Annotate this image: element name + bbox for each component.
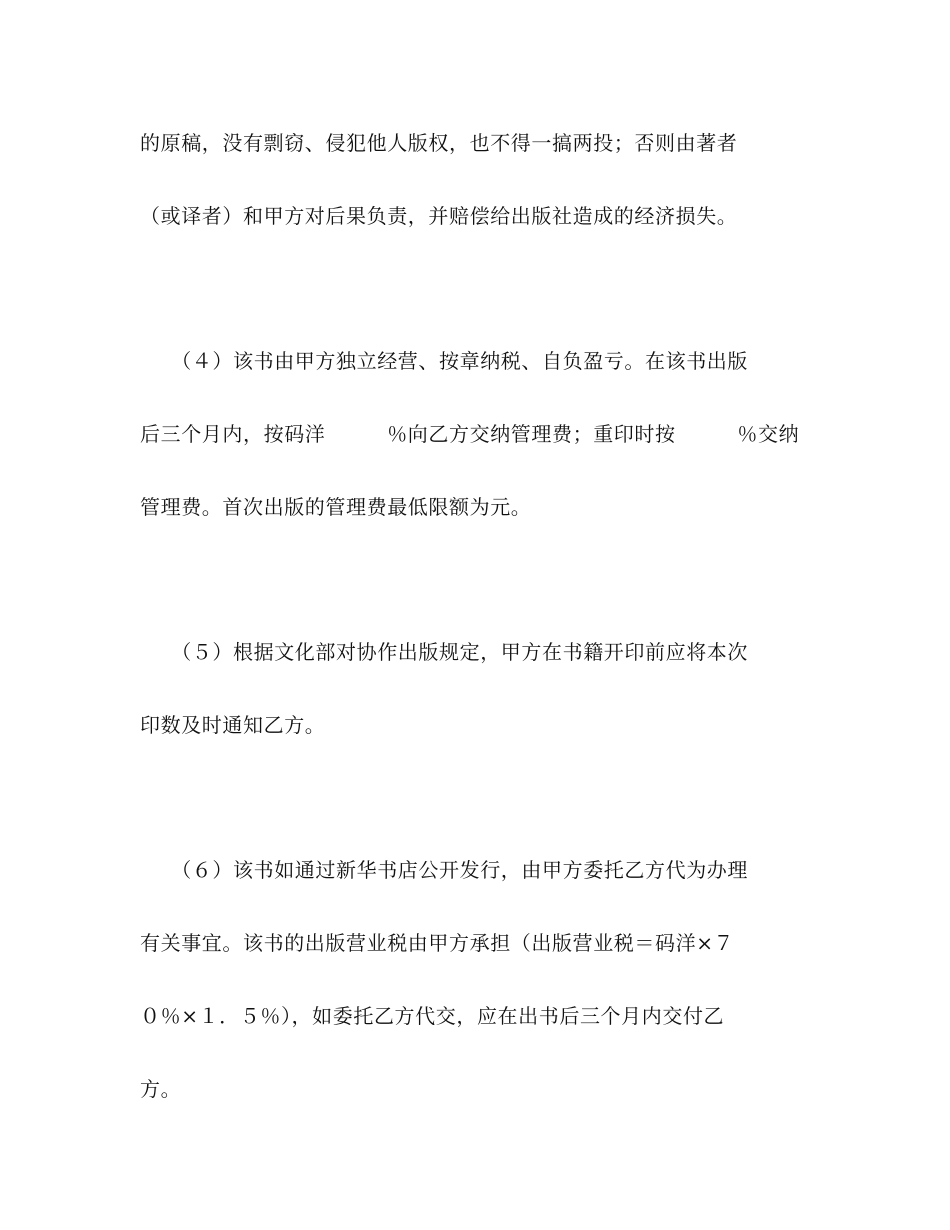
paragraph-line: 的原稿，没有剽窃、侵犯他人版权，也不得一搞两投；否则由著者	[140, 131, 738, 155]
paragraph-line: 后三个月内，按码洋 ％向乙方交纳管理费；重印时按 ％交纳	[140, 422, 800, 446]
paragraph-line: 方。	[140, 1077, 182, 1101]
paragraph-line: 印数及时通知乙方。	[140, 713, 326, 737]
paragraph-line: （或译者）和甲方对后果负责，并赔偿给出版社造成的经济损失。	[140, 204, 738, 228]
paragraph-line: （４）该书由甲方独立经营、按章纳税、自负盈亏。在该书出版	[140, 349, 748, 373]
paragraph-line: 有关事宜。该书的出版营业税由甲方承担（出版营业税＝码洋×７	[140, 931, 735, 955]
paragraph-line: 管理费。首次出版的管理费最低限额为元。	[140, 495, 532, 519]
paragraph-line: （６）该书如通过新华书店公开发行，由甲方委托乙方代为办理	[140, 858, 748, 882]
paragraph-line: ０％×１．５％），如委托乙方代交，应在出书后三个月内交付乙	[140, 1004, 725, 1028]
paragraph-line: （５）根据文化部对协作出版规定，甲方在书籍开印前应将本次	[140, 640, 748, 664]
